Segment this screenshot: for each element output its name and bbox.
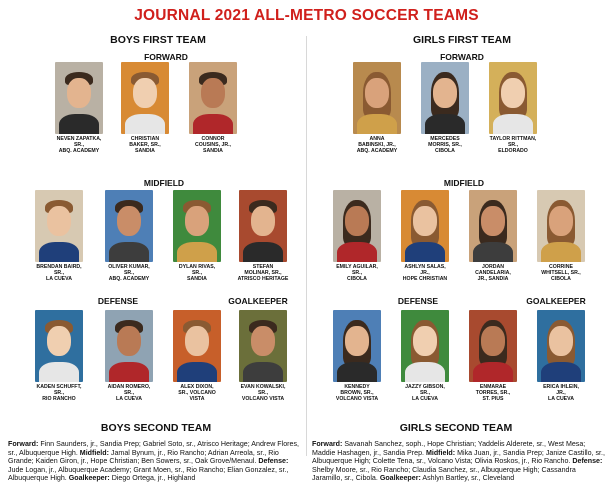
player-caption-line: TAYLOR RITTMAN,	[489, 136, 537, 142]
girls-second-forward-text: Savanah Sanchez, soph., Hope Christian; Yaddelis Alderete, sr., West Mesa; Maddie Hashagen, jr., Sandia Prep.	[312, 440, 586, 457]
player-caption-line: CONNOR	[201, 136, 225, 142]
player-card	[414, 62, 476, 154]
player-caption	[232, 384, 294, 402]
column-divider	[306, 36, 307, 456]
player-caption-line: SR.,	[507, 142, 519, 148]
boys-second-defense-label: Defense:	[258, 457, 289, 466]
player-photo	[239, 310, 287, 382]
player-card	[462, 310, 524, 402]
player-caption	[28, 384, 90, 402]
player-caption-line: ASHLYN SALAS,	[404, 264, 446, 270]
boys-second-goalkeeper-label: Goalkeeper:	[68, 474, 110, 483]
player-caption	[48, 136, 110, 154]
player-caption-line: BROWN, SR.,	[340, 390, 374, 396]
player-caption-line: MERCEDES	[430, 136, 460, 142]
player-caption	[98, 384, 160, 402]
player-photo	[401, 310, 449, 382]
player-caption-line: HOPE CHRISTIAN	[402, 276, 448, 282]
player-caption-line: EVAN KOWALSKI,	[240, 384, 286, 390]
player-caption-line: LA CUEVA	[116, 396, 142, 402]
boys-second-team-heading: BOYS SECOND TEAM	[100, 422, 212, 434]
player-card	[232, 310, 294, 402]
player-card	[166, 190, 228, 282]
player-caption-line: LA CUEVA	[46, 276, 72, 282]
player-card	[462, 190, 524, 282]
player-caption-line: KADEN SCHUFFT,	[36, 384, 82, 390]
player-caption-line: CANDELARIA,	[475, 270, 511, 276]
player-caption	[98, 264, 160, 282]
player-caption-line: ANNA	[369, 136, 385, 142]
player-photo	[105, 310, 153, 382]
player-card	[98, 310, 160, 402]
player-card	[530, 310, 592, 402]
player-caption-line: OLIVER KUMAR,	[108, 264, 150, 270]
player-caption-line: SR., VOLCANO	[178, 390, 216, 396]
player-caption-line: JR., SANDIA	[477, 276, 509, 282]
player-card	[48, 62, 110, 154]
player-caption-line: SR.,	[123, 270, 135, 276]
player-caption	[182, 136, 244, 154]
player-caption-line: SR.,	[53, 270, 65, 276]
boys-first-team-heading: BOYS FIRST TEAM	[110, 34, 206, 46]
player-caption	[28, 264, 90, 282]
player-caption-line: ATRISCO HERITAGE	[237, 276, 289, 282]
player-caption-line: COUSINS, JR.,	[194, 142, 232, 148]
player-caption	[346, 136, 408, 154]
player-caption	[462, 264, 524, 282]
girls-forward-heading: FORWARD	[440, 52, 484, 62]
player-caption-line: AIDAN ROMERO,	[107, 384, 151, 390]
player-caption-line: TORRES, SR.,	[475, 390, 511, 396]
boys-second-forward-label: Forward:	[8, 440, 39, 448]
girls-second-midfield-label: Midfield:	[425, 448, 456, 457]
boys-second-midfield-label: Midfield:	[79, 448, 109, 457]
player-card	[98, 190, 160, 282]
player-caption-line: SR.,	[351, 270, 363, 276]
boys-second-midfield-text: Jamal Bynum, jr., Rio Rancho; Adrian Arreola, sr., Rio Grande; Kaiden Giron, jr., Hope Christian; Ben Sowers, sr., Oak Grove/Menaul.	[8, 448, 279, 466]
player-photo	[105, 190, 153, 262]
girls-second-defense-label: Defense:	[572, 457, 603, 466]
boys-second-team-text	[8, 440, 301, 483]
player-photo	[537, 190, 585, 262]
player-caption	[394, 384, 456, 402]
girls-goalkeeper-heading: GOALKEEPER	[526, 296, 586, 306]
player-photo	[401, 190, 449, 262]
player-caption-line: VOLCANO VISTA	[335, 396, 379, 402]
player-photo	[173, 190, 221, 262]
player-caption-line: LA CUEVA	[548, 396, 574, 402]
player-card	[232, 190, 294, 282]
player-card	[482, 62, 544, 154]
boys-second-forward-text: Finn Saunders, jr., Sandia Prep; Gabriel Soto, sr., Atrisco Heritage; Andrew Flores, sr., Albuquerque High.	[8, 440, 299, 457]
player-photo	[469, 310, 517, 382]
player-photo	[35, 190, 83, 262]
player-caption-line: SR.,	[191, 270, 203, 276]
player-caption-line: JR.,	[556, 390, 566, 396]
player-caption-line: SR.,	[73, 142, 85, 148]
player-caption-line: SR.,	[123, 390, 135, 396]
player-photo	[189, 62, 237, 134]
player-caption	[394, 264, 456, 282]
player-caption	[482, 136, 544, 154]
player-caption	[414, 136, 476, 154]
player-photo	[239, 190, 287, 262]
boys-second-goalkeeper-text: Diego Ortega, jr., Highland	[109, 474, 196, 483]
player-caption-line: JR.,	[420, 270, 430, 276]
player-card	[28, 310, 90, 402]
player-card	[182, 62, 244, 154]
player-caption	[114, 136, 176, 154]
player-card	[530, 190, 592, 282]
player-caption-line: EMILY AGUILAR,	[336, 264, 378, 270]
player-card	[28, 190, 90, 282]
player-caption-line: ABQ. ACADEMY	[356, 148, 398, 154]
player-caption-line: MOLINAR, SR.,	[244, 270, 282, 276]
player-caption-line: LA CUEVA	[412, 396, 438, 402]
player-caption-line: CIBOLA	[551, 276, 571, 282]
player-caption-line: ABQ. ACADEMY	[108, 276, 150, 282]
player-photo	[421, 62, 469, 134]
girls-defense-heading: DEFENSE	[397, 296, 439, 306]
boys-midfield-heading: MIDFIELD	[143, 178, 185, 188]
player-caption-line: SR.,	[419, 390, 431, 396]
player-caption-line: ST. PIUS	[482, 396, 504, 402]
player-photo	[469, 190, 517, 262]
player-caption-line: ABQ. ACADEMY	[58, 148, 100, 154]
player-card	[394, 310, 456, 402]
boys-forward-heading: FORWARD	[144, 52, 188, 62]
boys-defense-heading: DEFENSE	[97, 296, 139, 306]
player-caption-line: MORRIS, SR.,	[428, 142, 462, 148]
player-caption-line: BRENDAN BAIRD,	[36, 264, 82, 270]
player-photo	[489, 62, 537, 134]
player-caption	[462, 384, 524, 402]
player-photo	[353, 62, 401, 134]
player-caption-line: KENNEDY	[344, 384, 370, 390]
player-card	[346, 62, 408, 154]
player-photo	[55, 62, 103, 134]
player-card	[394, 190, 456, 282]
player-caption	[166, 264, 228, 282]
player-photo	[537, 310, 585, 382]
player-caption-line: BABINSKI, JR.,	[358, 142, 396, 148]
player-caption-line: JAZZY GIBSON,	[405, 384, 445, 390]
girls-second-forward-label: Forward:	[312, 440, 343, 448]
player-caption-line: SR.,	[53, 390, 65, 396]
player-caption	[166, 384, 228, 402]
player-caption-line: DYLAN RIVAS,	[178, 264, 216, 270]
player-card	[166, 310, 228, 402]
player-caption-line: CIBOLA	[435, 148, 455, 154]
player-caption-line: ENMARAE	[479, 384, 507, 390]
player-photo	[333, 310, 381, 382]
player-caption-line: VOLCANO VISTA	[241, 396, 285, 402]
player-caption-line: ERICA IHLEIN,	[543, 384, 579, 390]
player-card	[114, 62, 176, 154]
player-caption-line: SR.,	[257, 390, 269, 396]
player-caption-line: CORRINE	[549, 264, 573, 270]
player-caption	[326, 384, 388, 402]
player-caption-line: SANDIA	[187, 276, 207, 282]
player-photo	[121, 62, 169, 134]
player-card	[326, 310, 388, 402]
player-caption-line: WHITSELL, SR.,	[541, 270, 581, 276]
girls-second-defense-text: Shelby Moore, sr., Rio Rancho; Claudia Sanchez, sr., Albuquerque High; Cassandra Jaramillo, sr., Cibola.	[312, 465, 576, 483]
player-caption	[530, 384, 592, 402]
player-caption-line: CIBOLA	[347, 276, 367, 282]
player-caption-line: SANDIA	[203, 148, 223, 154]
girls-first-team-heading: GIRLS FIRST TEAM	[413, 34, 511, 46]
player-caption-line: RIO RANCHO	[42, 396, 76, 402]
player-caption	[530, 264, 592, 282]
player-photo	[35, 310, 83, 382]
player-caption-line: BAKER, SR.,	[129, 142, 161, 148]
player-photo	[173, 310, 221, 382]
girls-midfield-heading: MIDFIELD	[443, 178, 485, 188]
player-card	[326, 190, 388, 282]
player-caption-line: VISTA	[189, 396, 205, 402]
girls-second-goalkeeper-label: Goalkeeper:	[379, 474, 421, 483]
player-caption-line: STEFAN	[252, 264, 274, 270]
player-photo	[333, 190, 381, 262]
girls-second-midfield-text: Mika Juan, jr., Sandia Prep; Janize Castillo, sr., Albuquerque High; Colette Tena, sr., Volcano Vista; Olivia Roskos, jr., Rio Rancho.	[312, 448, 605, 466]
boys-goalkeeper-heading: GOALKEEPER	[228, 296, 288, 306]
player-caption-line: SANDIA	[135, 148, 155, 154]
player-caption-line: CHRISTIAN	[130, 136, 160, 142]
player-caption	[326, 264, 388, 282]
girls-second-goalkeeper-text: Ashlyn Bartley, sr., Cleveland	[420, 474, 515, 483]
player-caption-line: NEVEN ZAPATKA,	[56, 136, 102, 142]
player-caption	[232, 264, 294, 282]
player-caption-line: ELDORADO	[498, 148, 528, 154]
page-title: JOURNAL 2021 ALL-METRO SOCCER TEAMS	[134, 7, 479, 24]
girls-second-team-heading: GIRLS SECOND TEAM	[399, 422, 513, 434]
player-caption-line: ALEX DIXON,	[180, 384, 214, 390]
girls-second-team-text	[312, 440, 605, 483]
player-caption-line: JORDAN	[482, 264, 504, 270]
boys-second-defense-text: Jude Logan, jr., Albuquerque Academy; Grant Moen, sr., Rio Rancho; Elian Gonzalez, sr., Albuquerque High.	[8, 465, 289, 483]
